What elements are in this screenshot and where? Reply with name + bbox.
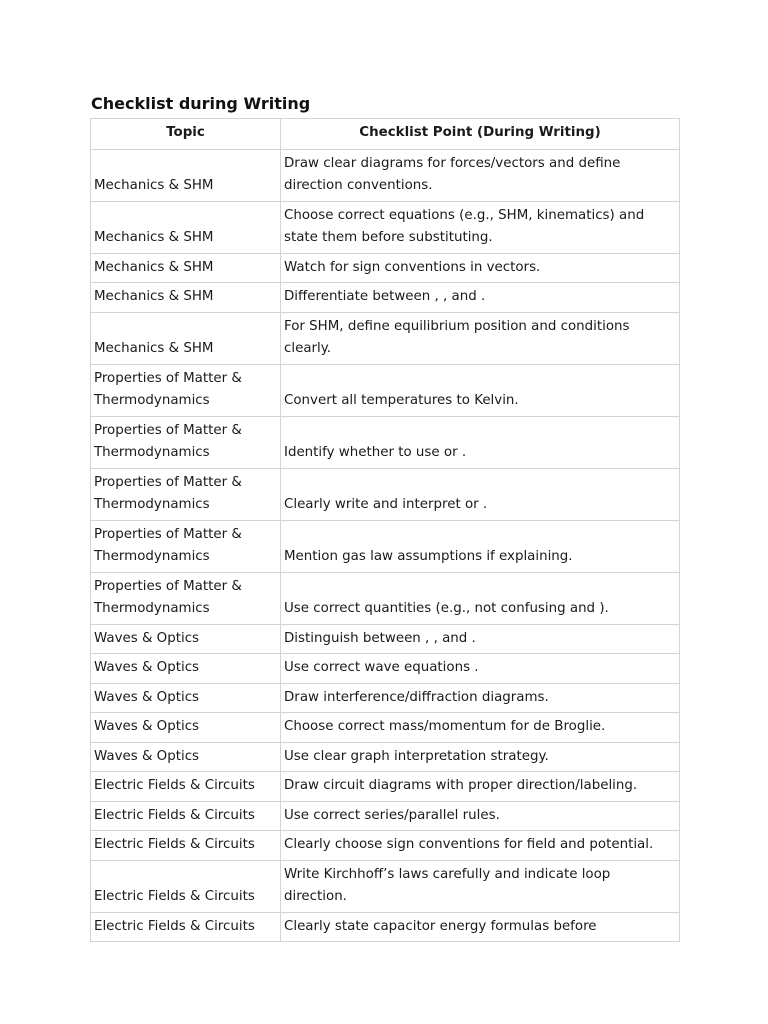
cell-checklist-point: Write Kirchhoff’s laws carefully and indicate loop direction. <box>281 860 680 912</box>
table-row <box>91 912 680 942</box>
table-row <box>91 572 680 624</box>
table-row <box>91 416 680 468</box>
table-row <box>91 468 680 520</box>
table-row <box>91 742 680 772</box>
table-row <box>91 654 680 684</box>
table-row <box>91 860 680 912</box>
cell-topic: Waves & Optics <box>91 654 281 684</box>
cell-checklist-point: Draw circuit diagrams with proper direction/labeling. <box>281 772 680 802</box>
cell-topic: Waves & Optics <box>91 624 281 654</box>
cell-topic: Mechanics & SHM <box>91 149 281 201</box>
cell-checklist-point: Use correct quantities (e.g., not confusing and ). <box>281 572 680 624</box>
table-row <box>91 713 680 743</box>
table-row <box>91 683 680 713</box>
cell-checklist-point: Clearly state capacitor energy formulas before <box>281 912 680 942</box>
cell-checklist-point: Mention gas law assumptions if explaining. <box>281 520 680 572</box>
cell-topic: Waves & Optics <box>91 742 281 772</box>
cell-topic: Properties of Matter & Thermodynamics <box>91 416 281 468</box>
cell-topic: Electric Fields & Circuits <box>91 860 281 912</box>
table-body <box>91 149 680 942</box>
cell-checklist-point: Choose correct equations (e.g., SHM, kinematics) and state them before substituting. <box>281 201 680 253</box>
table-row <box>91 624 680 654</box>
cell-checklist-point: Choose correct mass/momentum for de Broglie. <box>281 713 680 743</box>
cell-checklist-point: Use correct series/parallel rules. <box>281 801 680 831</box>
table-row <box>91 149 680 201</box>
table-row <box>91 520 680 572</box>
cell-topic: Electric Fields & Circuits <box>91 801 281 831</box>
cell-topic: Properties of Matter & Thermodynamics <box>91 364 281 416</box>
cell-topic: Mechanics & SHM <box>91 312 281 364</box>
cell-topic: Electric Fields & Circuits <box>91 831 281 861</box>
cell-checklist-point: Use clear graph interpretation strategy. <box>281 742 680 772</box>
cell-checklist-point: For SHM, define equilibrium position and conditions clearly. <box>281 312 680 364</box>
table-row <box>91 831 680 861</box>
cell-checklist-point: Clearly write and interpret or . <box>281 468 680 520</box>
cell-topic: Electric Fields & Circuits <box>91 912 281 942</box>
cell-topic: Mechanics & SHM <box>91 201 281 253</box>
cell-topic: Properties of Matter & Thermodynamics <box>91 572 281 624</box>
page-title: Checklist during Writing <box>91 94 311 113</box>
cell-topic: Properties of Matter & Thermodynamics <box>91 468 281 520</box>
cell-checklist-point: Watch for sign conventions in vectors. <box>281 253 680 283</box>
table-row <box>91 364 680 416</box>
cell-checklist-point: Use correct wave equations . <box>281 654 680 684</box>
cell-topic: Mechanics & SHM <box>91 253 281 283</box>
cell-topic: Waves & Optics <box>91 683 281 713</box>
table-row <box>91 801 680 831</box>
table-header-row <box>91 119 680 150</box>
cell-topic: Electric Fields & Circuits <box>91 772 281 802</box>
cell-checklist-point: Draw clear diagrams for forces/vectors and define direction conventions. <box>281 149 680 201</box>
cell-checklist-point: Draw interference/diffraction diagrams. <box>281 683 680 713</box>
cell-checklist-point: Clearly choose sign conventions for field and potential. <box>281 831 680 861</box>
table-row <box>91 772 680 802</box>
table-row <box>91 253 680 283</box>
cell-checklist-point: Convert all temperatures to Kelvin. <box>281 364 680 416</box>
table-row <box>91 312 680 364</box>
cell-checklist-point: Distinguish between , , and . <box>281 624 680 654</box>
table-row <box>91 201 680 253</box>
cell-topic: Waves & Optics <box>91 713 281 743</box>
cell-checklist-point: Differentiate between , , and . <box>281 283 680 313</box>
document-page <box>90 93 679 942</box>
table-row <box>91 283 680 313</box>
header-checklist-point: Checklist Point (During Writing) <box>281 119 680 150</box>
cell-topic: Mechanics & SHM <box>91 283 281 313</box>
cell-checklist-point: Identify whether to use or . <box>281 416 680 468</box>
checklist-table <box>90 118 680 942</box>
header-topic: Topic <box>91 119 281 150</box>
cell-topic: Properties of Matter & Thermodynamics <box>91 520 281 572</box>
